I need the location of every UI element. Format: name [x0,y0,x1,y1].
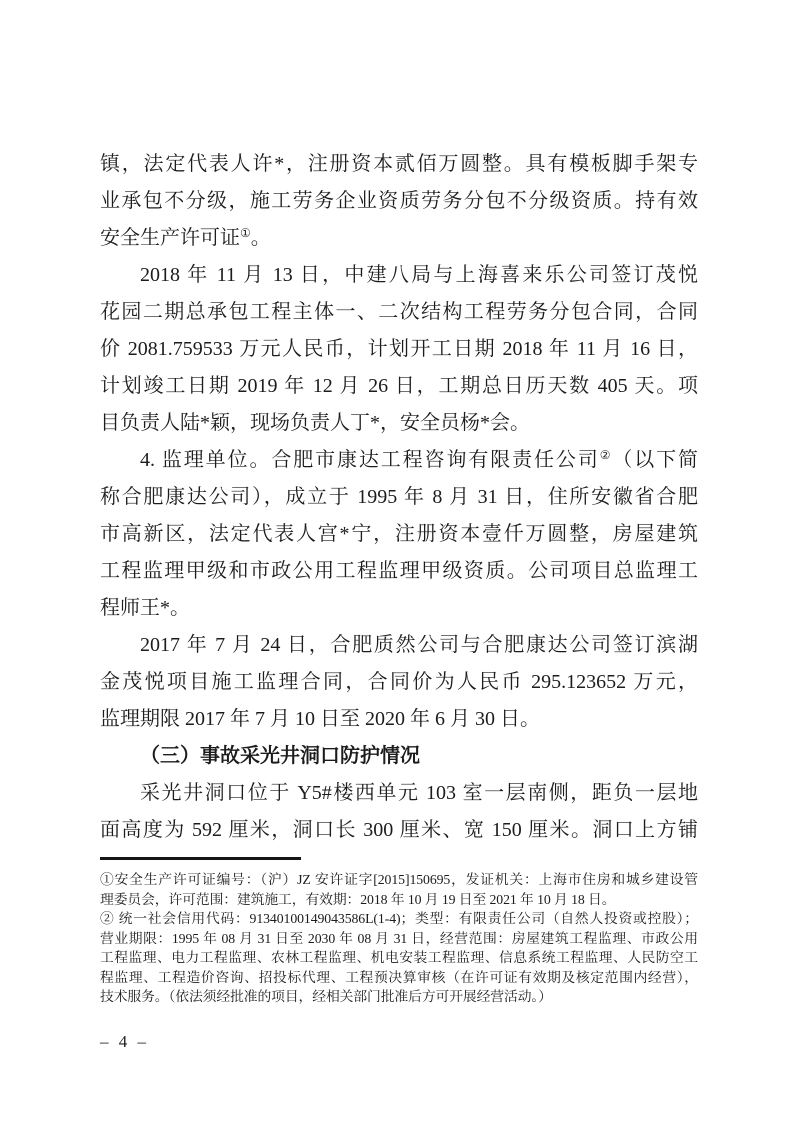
footnote-line: 营业期限：1995 年 08 月 31 日至 2030 年 08 月 31 日，经营范围：房屋建筑工程监理、市政公用 [100,930,698,946]
body-text-line: 程师王*。 [100,597,190,619]
body-text-line: 面高度为 592 厘米，洞口长 300 厘米、宽 150 厘米。洞口上方铺 [100,819,698,841]
footnotes-section [100,870,698,1007]
page-number: – 4 – [100,1032,149,1051]
body-text-line: 金茂悦项目施工监理合同，合同价为人民币 295.123652 万元， [100,671,698,693]
body-text-line: 采光井洞口位于 Y5#楼西单元 103 室一层南侧，距负一层地 [140,782,698,804]
body-text-line: 镇，法定代表人许*，注册资本贰佰万圆整。具有模板脚手架专 [100,153,698,175]
footnote-line: ①安全生产许可证编号：（沪）JZ 安许证字[2015]150695，发证机关：上海市住房和城乡建设管 [100,872,698,887]
document-body [100,146,698,849]
body-text-line: 监理期限 2017 年 7 月 10 日至 2020 年 6 月 30 日。 [100,708,540,730]
body-text-line: 2017 年 7 月 24 日，合肥质然公司与合肥康达公司签订滨湖 [140,634,698,656]
footnote-line: 程监理、工程造价咨询、招投标代理、工程预决算审核（在许可证有效期及核定范围内经营）， [100,969,698,985]
body-text-line: 安全生产许可证①。 [100,226,271,249]
footnote-line: ② 统一社会信用代码：91340100149043586L(1-4)；类型：有限责任公司（自然人投资或控股）； [100,911,698,926]
body-text-line: 2018 年 11 月 13 日，中建八局与上海喜来乐公司签订茂悦 [140,264,698,286]
body-text-line: 价 2081.759533 万元人民币，计划开工日期 2018 年 11 月 16 日， [100,338,698,360]
body-text-line: 工程监理甲级和市政公用工程监理甲级资质。公司项目总监理工 [100,560,698,582]
body-text-line: 计划竣工日期 2019 年 12 月 26 日，工期总日历天数 405 天。项 [100,375,698,397]
body-text-line: 称合肥康达公司），成立于 1995 年 8 月 31 日，住所安徽省合肥 [100,486,698,508]
body-text-line: 4. 监理单位。合肥市康达工程咨询有限责任公司②（以下简 [140,448,698,471]
section-heading: （三）事故采光井洞口防护情况 [140,745,420,767]
footnote-separator [100,857,301,860]
body-text-line: 花园二期总承包工程主体一、二次结构工程劳务分包合同，合同 [100,301,698,323]
footnote-line: 技术服务。（依法须经批准的项目，经相关部门批准后方可开展经营活动。） [100,989,552,1004]
footnote-line: 理委员会，许可范围：建筑施工，有效期：2018 年 10 月 19 日至 2021 年 10 月 18 日。 [100,891,616,907]
body-text-line: 目负责人陆*颖，现场负责人丁*，安全员杨*会。 [100,412,530,434]
body-text-line: 业承包不分级，施工劳务企业资质劳务分包不分级资质。持有效 [100,190,698,212]
body-text-line: 市高新区，法定代表人宫*宁，注册资本壹仟万圆整，房屋建筑 [100,523,698,545]
footnote-line: 工程监理、电力工程监理、农林工程监理、机电安装工程监理、信息系统工程监理、人民防空工 [100,950,698,965]
